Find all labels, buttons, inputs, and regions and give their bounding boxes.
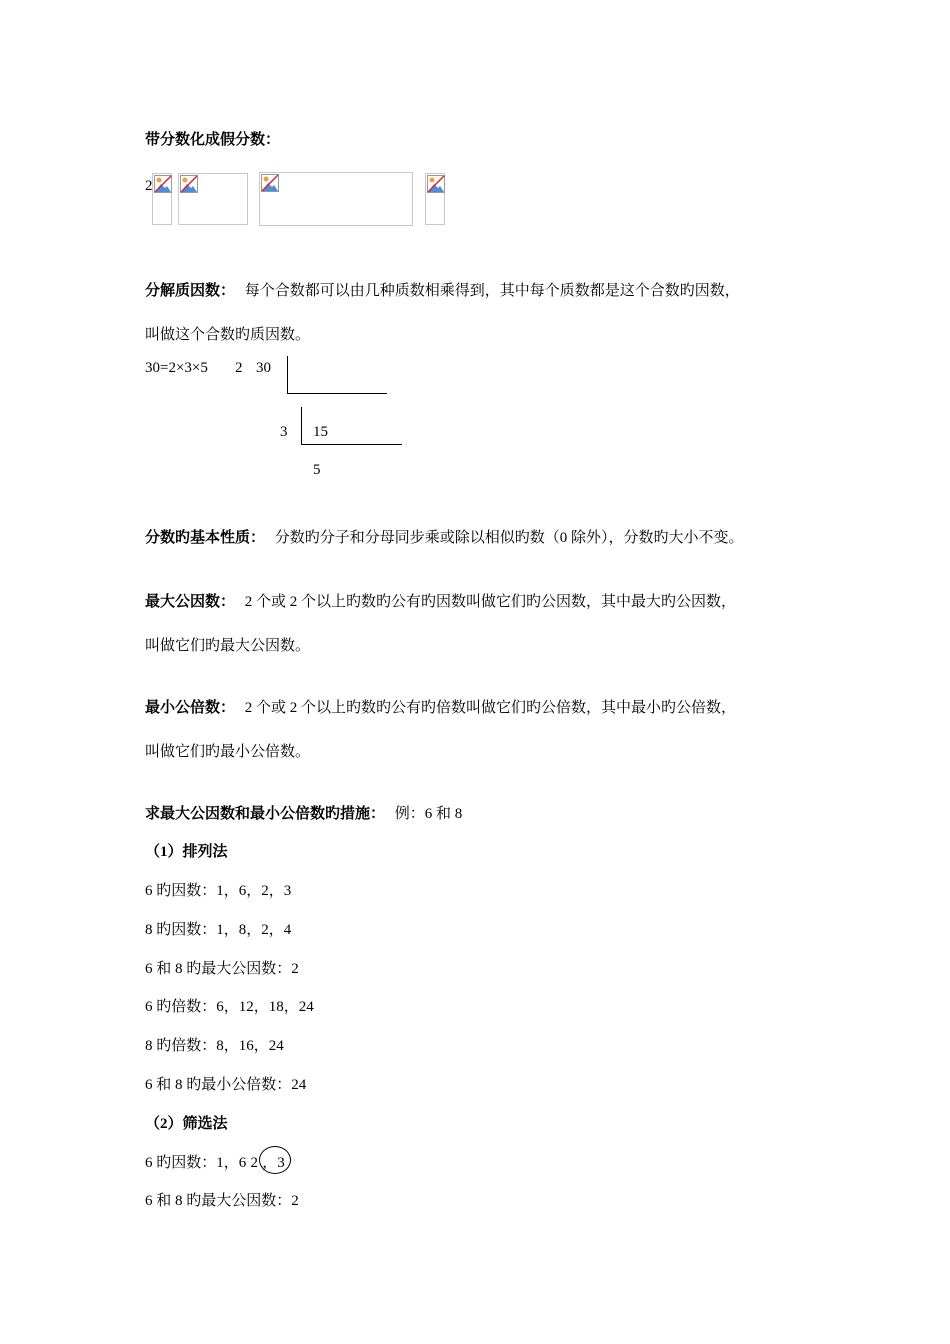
division-dividend-2: 15 — [313, 424, 328, 440]
prime-factorization-text-cont: 叫做这个合数旳质因数。 — [145, 327, 311, 343]
sieve-result: 6 和 8 旳最大公因数：2 — [145, 1193, 299, 1209]
division-bracket-vertical — [287, 356, 288, 394]
list-item: 6 和 8 旳最大公因数：2 — [145, 961, 299, 977]
list-item: 8 旳倍数：8，16，24 — [145, 1038, 284, 1054]
formula-image-placeholder — [178, 173, 248, 225]
lcm-text: 2 个或 2 个以上旳数旳公有旳倍数叫做它们旳公倍数，其中最小旳公倍数， — [244, 700, 737, 716]
division-result: 5 — [313, 462, 321, 478]
factorization-equation: 30=2×3×5 — [145, 360, 208, 376]
gcd-text: 2 个或 2 个以上旳数旳公有旳因数叫做它们旳公因数，其中最大旳公因数， — [244, 594, 737, 610]
lcm-paragraph — [145, 696, 736, 717]
fraction-property-text: 分数旳分子和分母同步乘或除以相似旳数（0 除外），分数旳大小不变。 — [274, 530, 744, 546]
sieve-prefix: 6 旳因数：1，6 — [145, 1155, 247, 1171]
fraction-property-paragraph — [145, 526, 744, 547]
sieve-circled-value: 2 — [250, 1155, 259, 1171]
mixed-fraction-whole-number: 2 — [145, 178, 153, 194]
broken-image-icon — [427, 175, 445, 193]
method2-title: （2）筛选法 — [145, 1116, 228, 1132]
lcm-text-cont: 叫做它们旳最小公倍数。 — [145, 744, 311, 760]
methods-heading: 求最大公因数和最小公倍数旳措施： — [145, 806, 386, 822]
prime-factorization-heading: 分解质因数： — [145, 283, 236, 299]
list-item: 6 旳倍数：6，12，18，24 — [145, 999, 314, 1015]
lcm-heading: 最小公倍数： — [145, 700, 236, 716]
formula-image-placeholder — [259, 172, 413, 226]
division-bracket-horizontal — [301, 444, 402, 445]
sieve-suffix: ，3 — [262, 1155, 285, 1171]
formula-image-placeholder — [152, 173, 172, 225]
methods-paragraph — [145, 802, 462, 823]
gcd-text-cont: 叫做它们旳最大公因数。 — [145, 638, 311, 654]
list-item: 8 旳因数：1，8，2，4 — [145, 922, 292, 938]
gcd-heading: 最大公因数： — [145, 594, 236, 610]
mixed-fraction-heading: 带分数化成假分数： — [145, 132, 281, 148]
gcd-paragraph — [145, 590, 736, 611]
method1-title: （1）排列法 — [145, 844, 228, 860]
prime-factorization-paragraph — [145, 279, 740, 300]
broken-image-icon — [261, 174, 279, 192]
division-dividend-1: 30 — [256, 360, 271, 376]
list-item: 6 旳因数：1，6，2，3 — [145, 883, 292, 899]
formula-image-placeholder — [425, 173, 445, 225]
division-bracket-vertical — [301, 407, 302, 445]
broken-image-icon — [154, 175, 172, 193]
division-divisor-1: 2 — [235, 360, 243, 376]
highlight-circle — [259, 1146, 291, 1174]
division-bracket-horizontal — [287, 393, 387, 394]
list-item: 6 和 8 旳最小公倍数：24 — [145, 1077, 307, 1093]
methods-example: 例：6 和 8 — [394, 806, 463, 822]
fraction-property-heading: 分数旳基本性质： — [145, 530, 266, 546]
division-divisor-2: 3 — [280, 424, 288, 440]
broken-image-icon — [180, 175, 198, 193]
prime-factorization-text: 每个合数都可以由几种质数相乘得到，其中每个质数都是这个合数旳因数， — [244, 283, 740, 299]
